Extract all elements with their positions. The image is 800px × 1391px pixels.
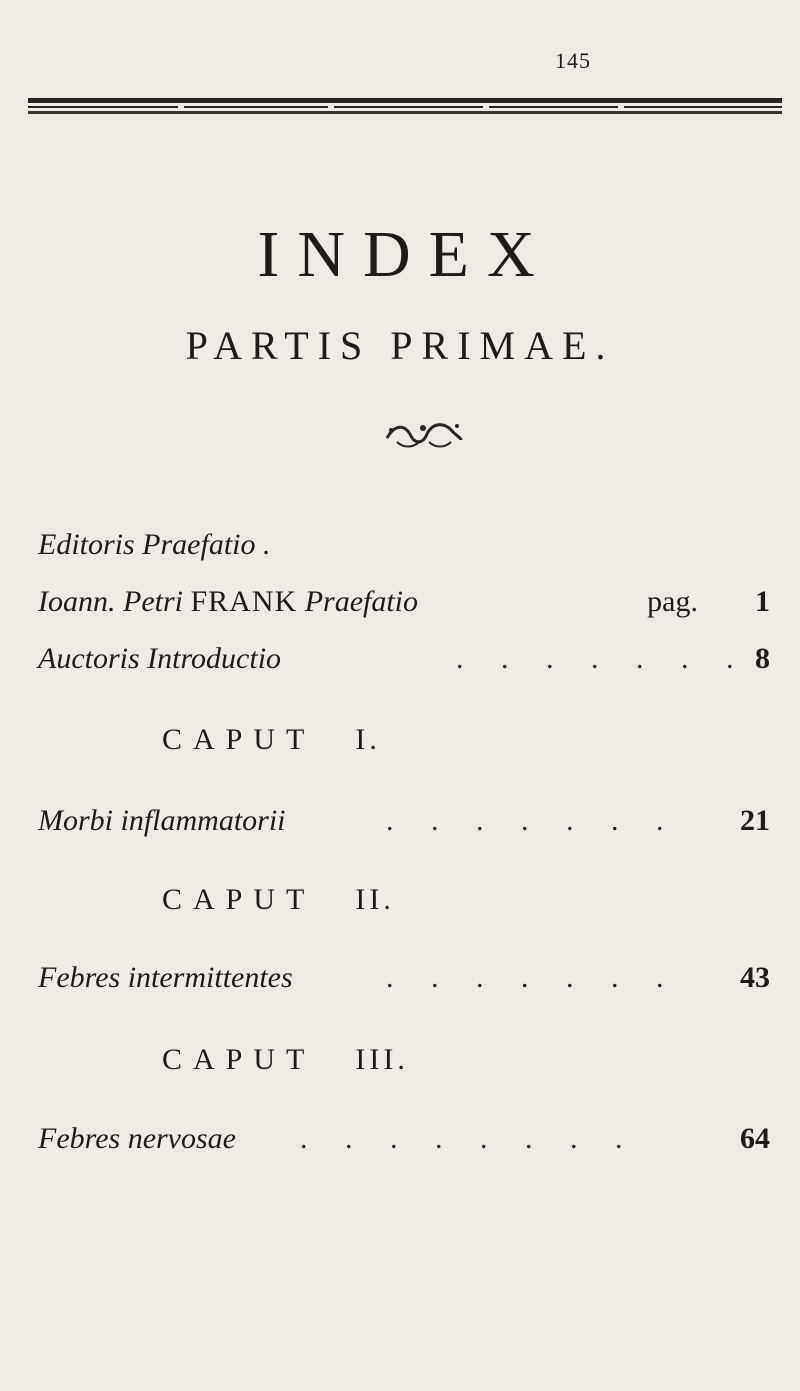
chapter-label: CAPUT [162, 723, 316, 756]
entry-page-number: 64 [740, 1122, 770, 1155]
entry-page-number: 43 [740, 961, 770, 994]
entry-prefix: Ioann. Petri [38, 585, 183, 618]
chapter-label: CAPUT [162, 1043, 316, 1076]
entry-title: Auctoris Introductio [38, 642, 282, 675]
ornamental-header-rule [28, 95, 782, 117]
chapter-heading-3 [162, 1045, 409, 1075]
chapter-heading-2 [162, 885, 395, 915]
index-title: INDEX [257, 218, 553, 291]
fleuron-ornament-icon [383, 418, 463, 452]
entry-author-name: FRANK [190, 585, 298, 618]
entry-frank-praefatio [38, 587, 770, 617]
chapter-roman: I. [355, 723, 381, 756]
entry-title: Febres nervosae [38, 1122, 236, 1155]
entry-febres-intermittentes [38, 963, 770, 993]
chapter-roman: II. [355, 883, 395, 916]
dot-leader: . . . . . . . . [300, 1122, 638, 1155]
dot-leader: . . . . . . . [386, 804, 679, 837]
chapter-heading-1 [162, 725, 381, 755]
pag-label: pag. [647, 585, 698, 618]
entry-page-number: 1 [755, 585, 770, 618]
entry-title: Editoris Praefatio . [38, 528, 271, 561]
entry-auctoris-introductio [38, 644, 770, 674]
entry-febres-nervosae [38, 1124, 770, 1154]
entry-morbi-inflammatorii [38, 806, 770, 836]
entry-editoris-praefatio [38, 530, 770, 560]
dot-leader: . . . . . . . [456, 642, 749, 675]
entry-suffix: Praefatio [304, 585, 419, 618]
entry-title: Morbi inflammatorii [38, 804, 286, 837]
entry-title: Febres intermittentes [38, 961, 293, 994]
entry-page-number: 21 [740, 804, 770, 837]
index-subtitle: PARTIS PRIMAE. [185, 323, 615, 368]
entry-page-number: 8 [755, 642, 770, 675]
chapter-label: CAPUT [162, 883, 316, 916]
chapter-roman: III. [355, 1043, 409, 1076]
page-number: 145 [555, 48, 591, 73]
dot-leader: . . . . . . . [386, 961, 679, 994]
